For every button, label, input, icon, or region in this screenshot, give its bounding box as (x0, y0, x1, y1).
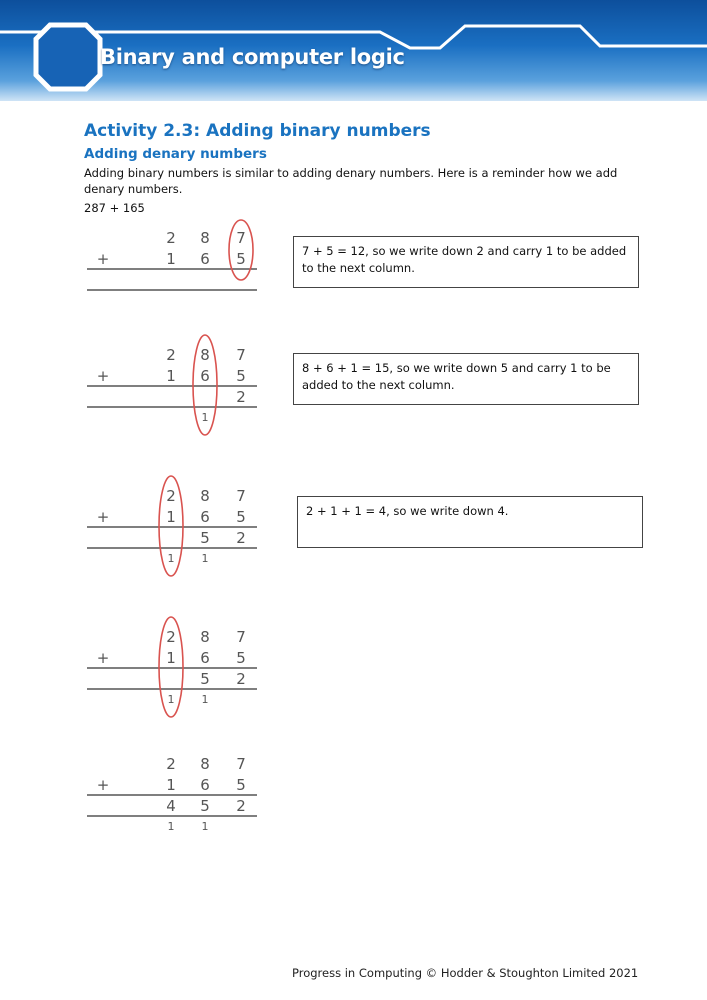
digit-row1: 2 (166, 628, 176, 646)
column-addition (84, 752, 264, 872)
digit-row2: 6 (200, 776, 210, 794)
explanation-box: 8 + 6 + 1 = 15, so we write down 5 and carry 1 to be added to the next column. (293, 353, 639, 405)
digit-row2: 1 (166, 367, 176, 385)
explanation-box: 7 + 5 = 12, so we write down 2 and carry 1 to be added to the next column. (293, 236, 639, 288)
digit-row1: 8 (200, 229, 210, 247)
plus-sign: + (96, 367, 110, 385)
carry-digit: 1 (167, 552, 175, 565)
carry-digit: 1 (201, 820, 209, 833)
column-addition (84, 484, 264, 604)
column-addition (84, 625, 264, 745)
addition-step-1 (84, 226, 264, 346)
digit-row2: 5 (236, 649, 246, 667)
column-addition (84, 343, 264, 463)
result-digit: 5 (200, 797, 210, 815)
digit-row1: 7 (236, 346, 246, 364)
digit-row2: 5 (236, 250, 246, 268)
digit-row1: 7 (236, 229, 246, 247)
digit-row2: 1 (166, 776, 176, 794)
digit-row2: 6 (200, 367, 210, 385)
plus-sign: + (96, 508, 110, 526)
digit-row2: 5 (236, 776, 246, 794)
digit-row1: 2 (166, 229, 176, 247)
carry-digit: 1 (167, 820, 175, 833)
digit-row1: 7 (236, 628, 246, 646)
digit-row1: 2 (166, 346, 176, 364)
digit-row2: 5 (236, 508, 246, 526)
addition-step-5 (84, 752, 264, 872)
digit-row1: 7 (236, 487, 246, 505)
digit-row1: 8 (200, 628, 210, 646)
activity-title: Activity 2.3: Adding binary numbers (84, 121, 431, 141)
digit-row1: 7 (236, 755, 246, 773)
result-digit: 2 (236, 797, 246, 815)
explanation-box: 2 + 1 + 1 = 4, so we write down 4. (297, 496, 643, 548)
result-digit: 5 (200, 670, 210, 688)
plus-sign: + (96, 649, 110, 667)
digit-row1: 2 (166, 487, 176, 505)
addition-step-2 (84, 343, 264, 463)
digit-row2: 5 (236, 367, 246, 385)
result-digit: 5 (200, 529, 210, 547)
addition-step-4 (84, 625, 264, 745)
result-digit: 4 (166, 797, 176, 815)
result-digit: 2 (236, 670, 246, 688)
carry-digit: 1 (167, 693, 175, 706)
digit-row2: 6 (200, 250, 210, 268)
digit-row1: 8 (200, 487, 210, 505)
digit-row2: 1 (166, 649, 176, 667)
header-banner (0, 0, 707, 101)
digit-row1: 2 (166, 755, 176, 773)
carry-digit: 1 (201, 693, 209, 706)
addition-step-3 (84, 484, 264, 604)
sum-label: 287 + 165 (84, 201, 145, 215)
result-digit: 2 (236, 529, 246, 547)
digit-row1: 8 (200, 755, 210, 773)
footer-text: Progress in Computing © Hodder & Stoughton Limited 2021 (292, 966, 639, 980)
header-title: Binary and computer logic (100, 45, 405, 69)
plus-sign: + (96, 250, 110, 268)
digit-row2: 6 (200, 649, 210, 667)
carry-digit: 1 (201, 552, 209, 565)
digit-row2: 1 (166, 508, 176, 526)
plus-sign: + (96, 776, 110, 794)
carry-digit: 1 (201, 411, 209, 424)
digit-row2: 6 (200, 508, 210, 526)
intro-text: Adding binary numbers is similar to adding denary numbers. Here is a reminder how we add denary numbers. (84, 166, 618, 196)
activity-subtitle: Adding denary numbers (84, 146, 267, 162)
digit-row1: 8 (200, 346, 210, 364)
digit-row2: 1 (166, 250, 176, 268)
result-digit: 2 (236, 388, 246, 406)
column-addition (84, 226, 264, 346)
